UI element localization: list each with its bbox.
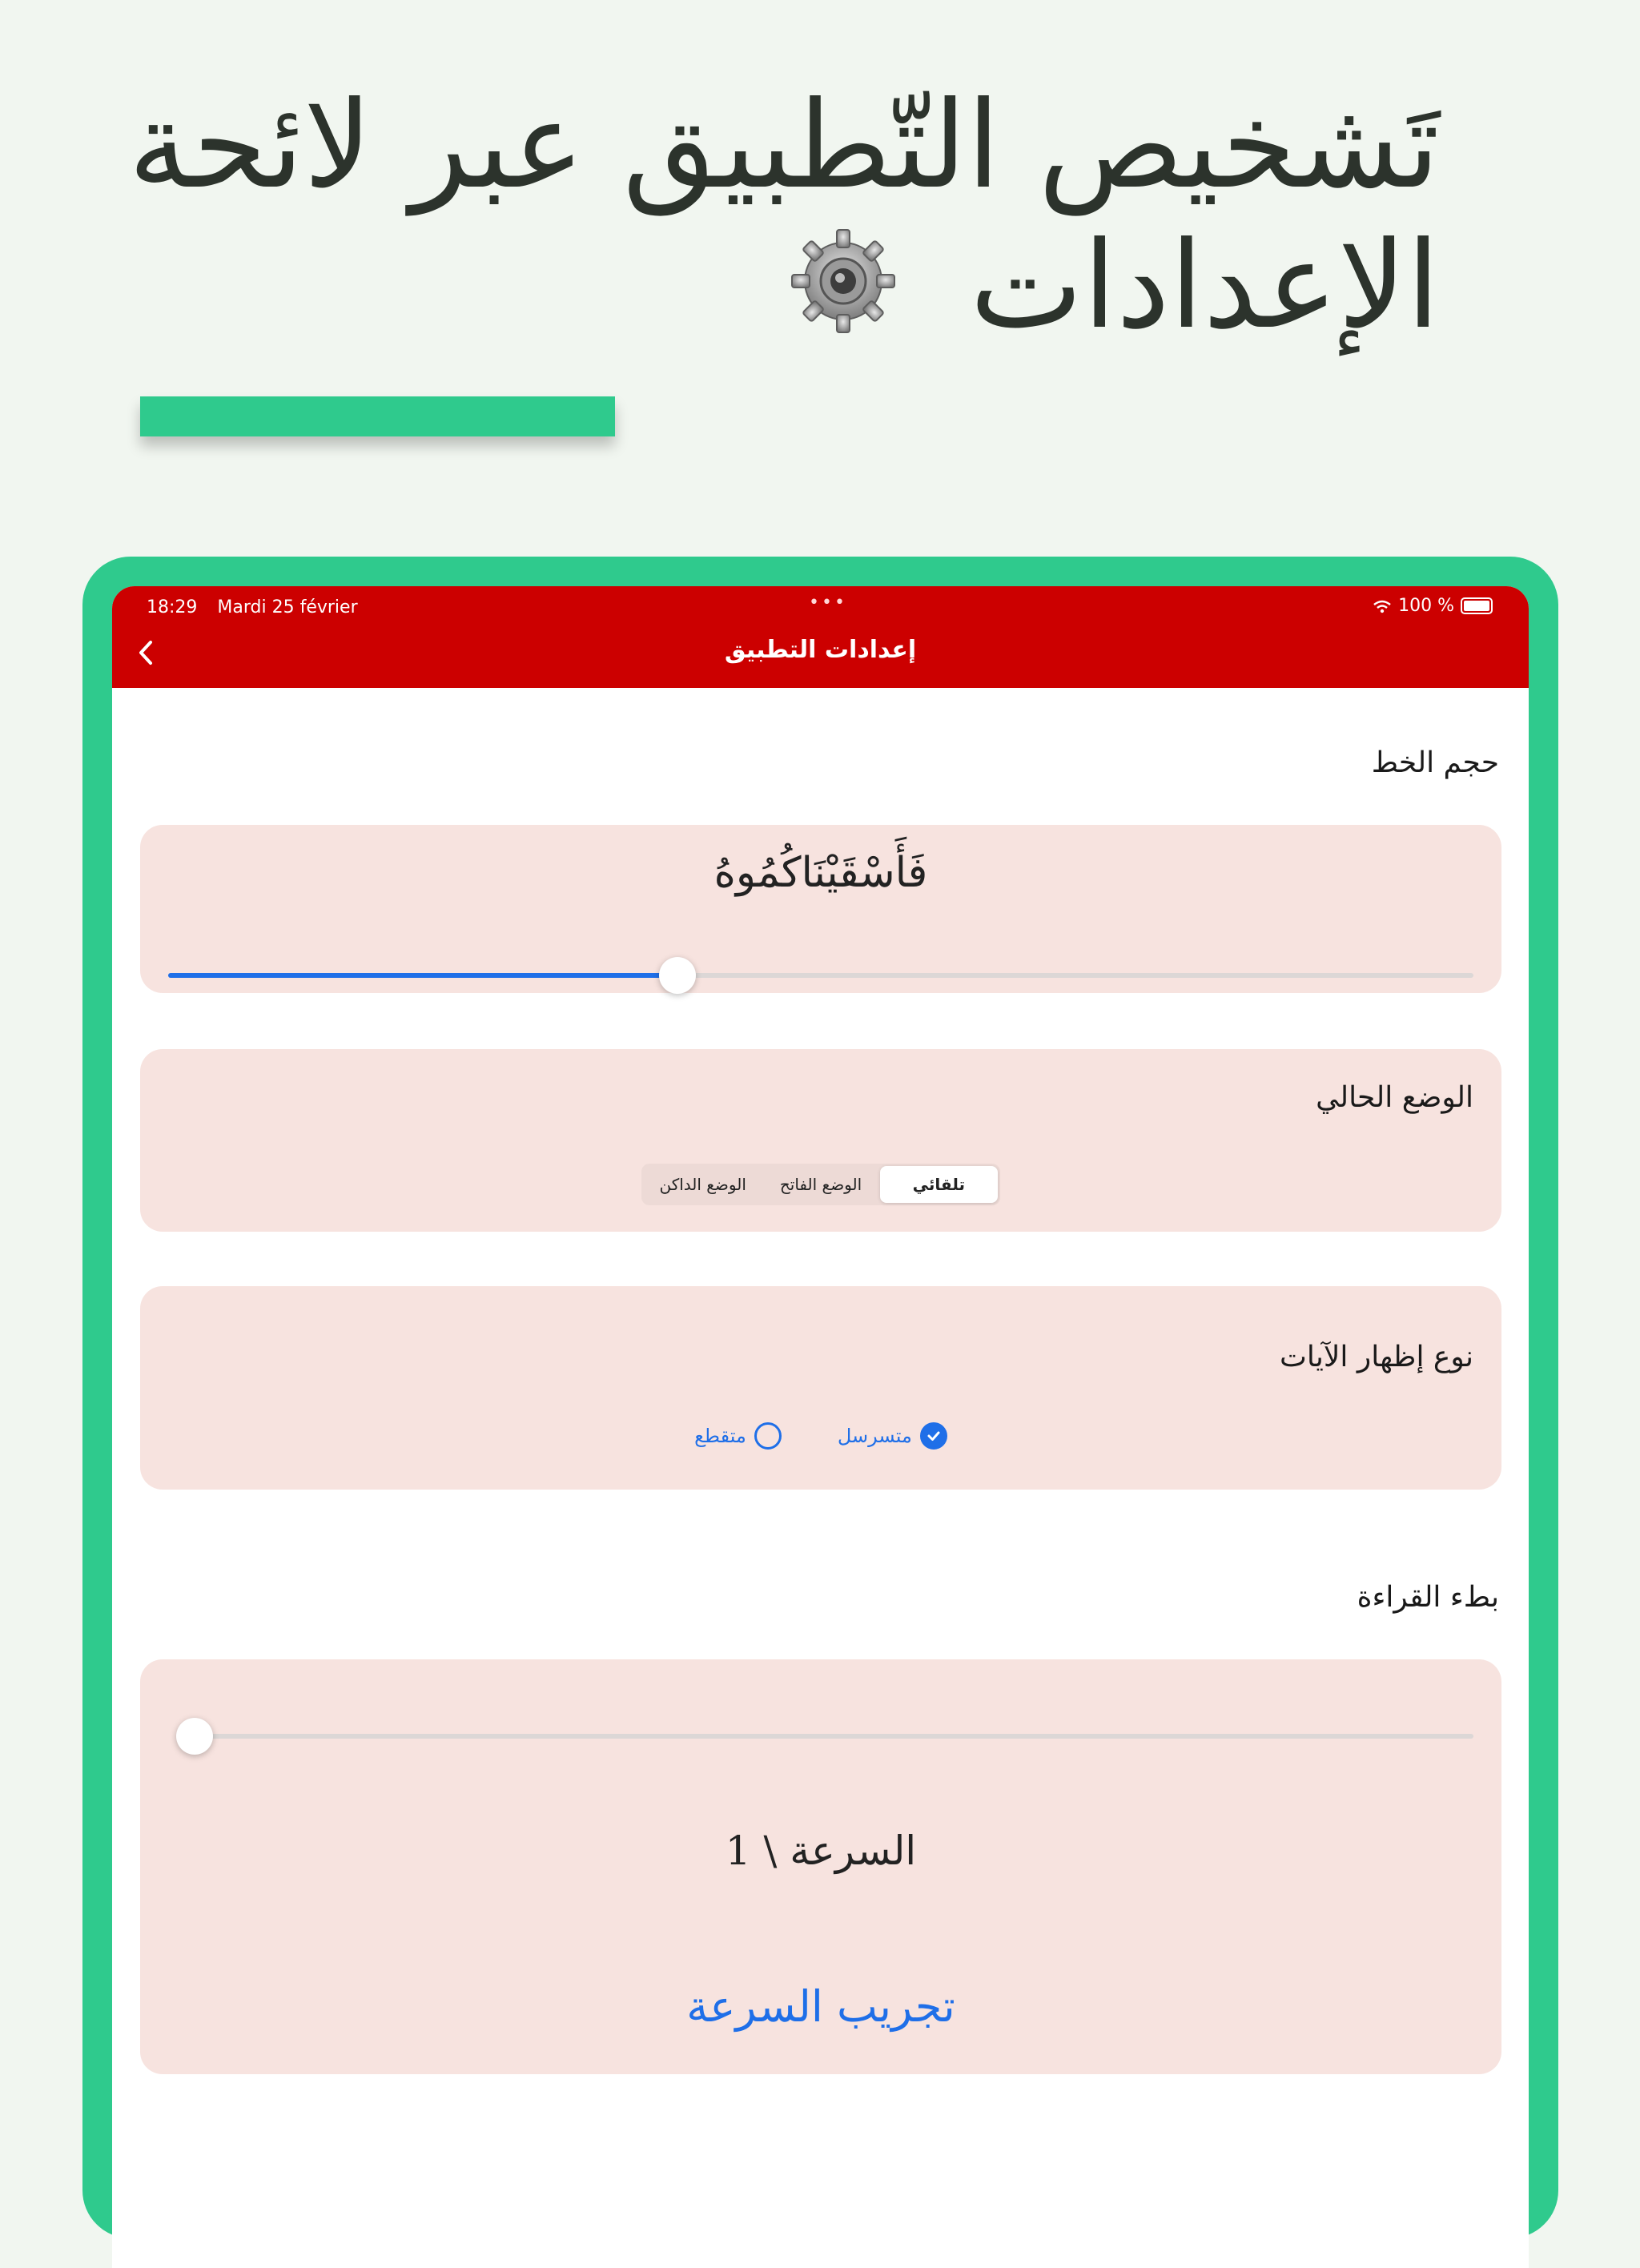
battery-percent: 100 % [1398, 596, 1454, 616]
nav-title: إعدادات التطبيق [724, 636, 917, 664]
mode-option-dark[interactable]: الوضع الداكن [659, 1175, 746, 1194]
font-sample-text: فَأَسْقَيْنَاكُمُوهُ [713, 849, 928, 897]
radio-continuous[interactable] [838, 1422, 947, 1450]
font-size-slider-fill [168, 973, 677, 978]
mode-card [140, 1049, 1501, 1232]
wifi-icon [1373, 599, 1392, 613]
radio-separated-label: متقطع [694, 1425, 746, 1447]
reading-speed-slider[interactable] [182, 1734, 1473, 1739]
device-frame [82, 557, 1558, 2238]
status-time: 18:29 [147, 597, 198, 617]
top-bar [112, 586, 1529, 688]
display-type-options [140, 1422, 1501, 1450]
speed-value-text: السرعة \ 1 [725, 1828, 917, 1874]
font-size-slider[interactable] [168, 973, 1473, 978]
headline-text: تَشخيص التّطبيق عبر لائحة الإعدادات [128, 76, 1440, 356]
empty-circle-icon [754, 1422, 782, 1450]
display-type-label: نوع إظهار الآيات [1280, 1341, 1473, 1373]
headline [119, 76, 1440, 367]
status-bar-right [1373, 596, 1493, 616]
mode-label: الوضع الحالي [1316, 1081, 1473, 1114]
battery-icon [1461, 597, 1493, 614]
mode-segmented-control[interactable] [641, 1164, 1000, 1205]
mode-option-auto[interactable]: تلقائي [880, 1166, 998, 1203]
radio-continuous-label: متسرسل [837, 1425, 912, 1447]
gear-icon [787, 225, 899, 367]
radio-separated[interactable] [694, 1422, 782, 1450]
check-circle-icon [920, 1422, 947, 1450]
try-speed-button[interactable]: تجريب السرعة [686, 1981, 955, 2032]
font-size-slider-thumb[interactable] [659, 957, 696, 994]
app-screen [112, 586, 1529, 2268]
reading-speed-slider-thumb[interactable] [176, 1718, 213, 1755]
mode-option-light[interactable]: الوضع الفاتح [779, 1175, 862, 1194]
reading-speed-card [140, 1659, 1501, 2074]
status-bar-left [147, 597, 372, 617]
accent-bar [140, 396, 615, 436]
font-size-card [140, 825, 1501, 993]
reading-speed-label: بطء القراءة [1357, 1581, 1499, 1614]
display-type-card [140, 1286, 1501, 1490]
multitask-dots[interactable]: ••• [809, 593, 847, 613]
status-date: Mardi 25 février [217, 597, 358, 617]
font-size-label: حجم الخط [1371, 746, 1499, 779]
